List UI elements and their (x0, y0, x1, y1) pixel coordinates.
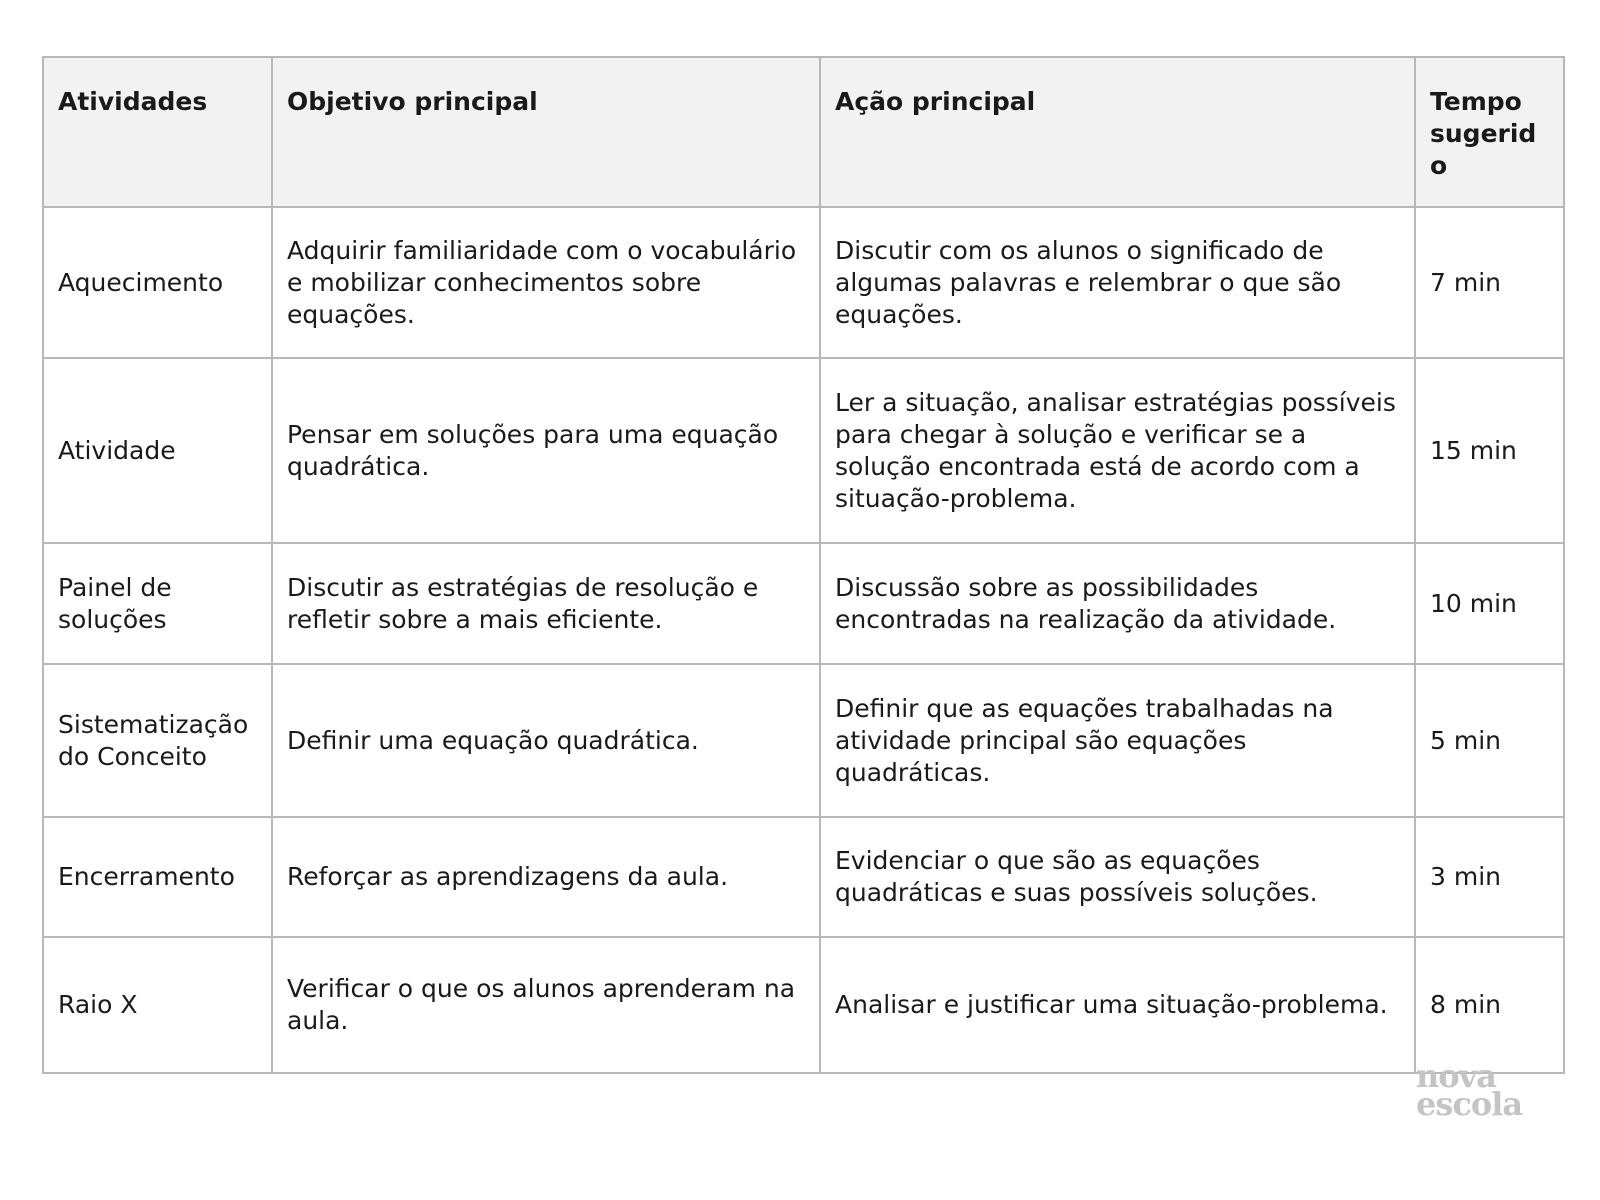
cell-objetivo: Adquirir familiaridade com o vocabulário e mobilizar conhecimentos sobre equações. (272, 207, 820, 358)
cell-acao: Evidenciar o que são as equações quadráticas e suas possíveis soluções. (820, 817, 1415, 937)
cell-tempo: 5 min (1415, 664, 1564, 817)
table-row (43, 207, 1564, 358)
cell-objetivo: Reforçar as aprendizagens da aula. (272, 817, 820, 937)
cell-objetivo: Discutir as estratégias de resolução e refletir sobre a mais eficiente. (272, 543, 820, 664)
cell-acao: Definir que as equações trabalhadas na atividade principal são equações quadráticas. (820, 664, 1415, 817)
cell-atividade: Encerramento (43, 817, 272, 937)
cell-objetivo: Definir uma equação quadrática. (272, 664, 820, 817)
lesson-plan-table-container (42, 56, 1563, 1074)
cell-acao: Ler a situação, analisar estratégias possíveis para chegar à solução e verificar se a solução encontrada está de acordo com a situação-problema. (820, 358, 1415, 543)
cell-atividade: Aquecimento (43, 207, 272, 358)
header-objetivo: Objetivo principal (272, 57, 820, 207)
cell-atividade: Sistematização do Conceito (43, 664, 272, 817)
cell-acao: Analisar e justificar uma situação-problema. (820, 937, 1415, 1073)
nova-escola-logo (1416, 1057, 1536, 1123)
cell-atividade: Painel de soluções (43, 543, 272, 664)
logo-line-2: escola (1416, 1085, 1523, 1123)
cell-tempo: 3 min (1415, 817, 1564, 937)
header-atividades: Atividades (43, 57, 272, 207)
cell-tempo: 8 min (1415, 937, 1564, 1073)
table-row (43, 543, 1564, 664)
table-row (43, 817, 1564, 937)
cell-objetivo: Verificar o que os alunos aprenderam na aula. (272, 937, 820, 1073)
header-acao: Ação principal (820, 57, 1415, 207)
logo-line-1: nova (1416, 1057, 1496, 1095)
cell-acao: Discutir com os alunos o significado de algumas palavras e relembrar o que são equações. (820, 207, 1415, 358)
cell-objetivo: Pensar em soluções para uma equação quadrática. (272, 358, 820, 543)
table-row (43, 358, 1564, 543)
cell-tempo: 10 min (1415, 543, 1564, 664)
cell-atividade: Raio X (43, 937, 272, 1073)
table-row (43, 664, 1564, 817)
header-tempo: Tempo sugerido (1415, 57, 1564, 207)
lesson-plan-table (42, 56, 1565, 1074)
cell-tempo: 7 min (1415, 207, 1564, 358)
table-row (43, 937, 1564, 1073)
cell-tempo: 15 min (1415, 358, 1564, 543)
cell-atividade: Atividade (43, 358, 272, 543)
table-header-row (43, 57, 1564, 207)
cell-acao: Discussão sobre as possibilidades encontradas na realização da atividade. (820, 543, 1415, 664)
